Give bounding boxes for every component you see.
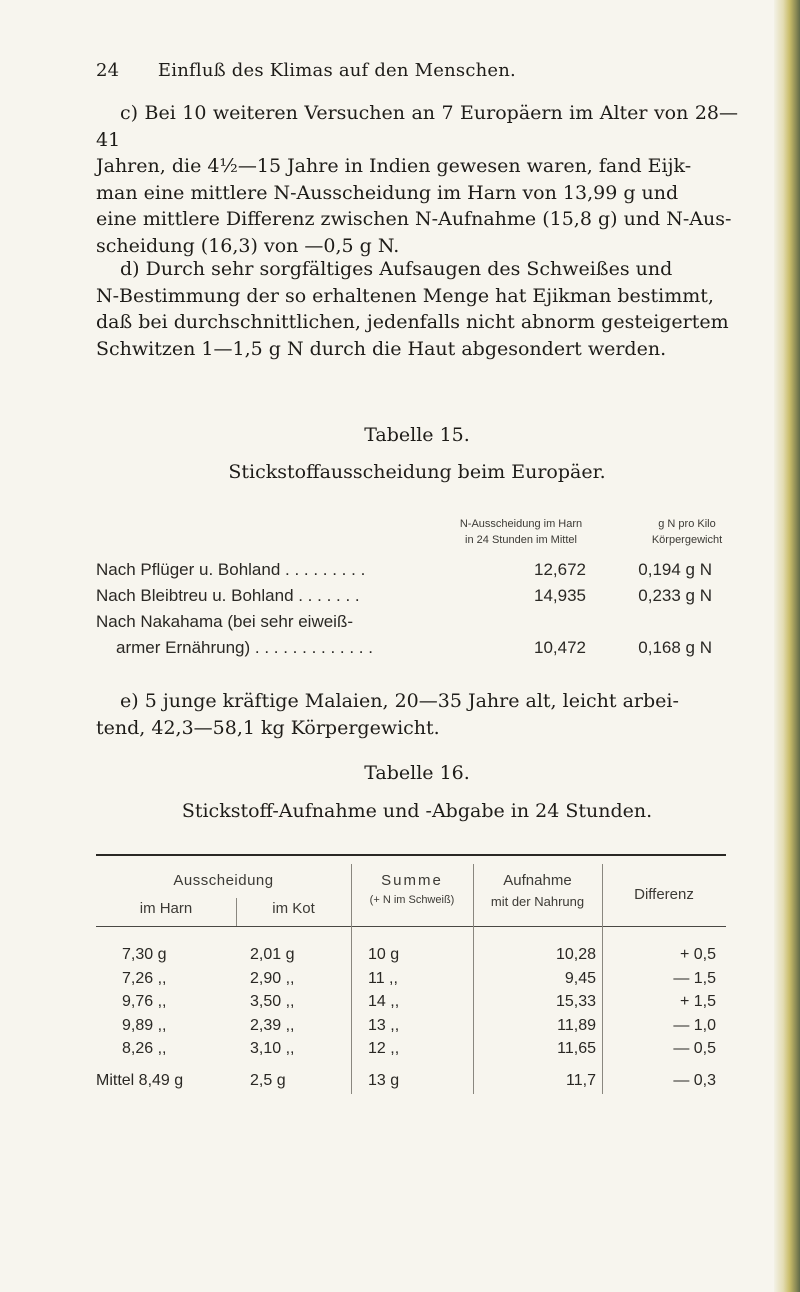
table-header-rule — [96, 926, 726, 927]
differenz-value: — 1,5 — [673, 969, 716, 987]
mittel-kot-value: 2,5 g — [250, 1071, 286, 1089]
aufnahme-value: 10,28 — [555, 946, 596, 963]
paragraph-e — [96, 688, 738, 741]
header-summe-sub: (+ N im Schweiß) — [369, 894, 455, 906]
page-number: 24 — [96, 60, 120, 81]
differenz-value: + 0,5 — [679, 946, 716, 963]
paragraph-line: scheidung (16,3) von —0,5 g N. — [96, 234, 400, 257]
header-summe: Summe — [381, 872, 443, 889]
header-line: N-Ausscheidung im Harn — [459, 518, 583, 530]
harn-value: 9,89 ,, — [122, 1016, 167, 1034]
row-label: armer Ernährung) . . . . . . . . . . . . . — [116, 638, 373, 657]
summe-value: 13 ,, — [368, 1016, 400, 1034]
paragraph-line: man eine mittlere N-Ausscheidung im Harn von 13,99 g und — [96, 181, 679, 204]
paragraph-line: daß bei durchschnittlichen, jedenfalls nicht abnorm gesteigertem — [96, 311, 729, 333]
aufnahme-value: 11,65 — [557, 1040, 596, 1057]
kot-value: 2,90 ,, — [250, 969, 295, 987]
summe-value: 10 g — [368, 946, 400, 963]
table-row — [96, 638, 738, 662]
row-label: Nach Pflüger u. Bohland . . . . . . . . . — [96, 560, 366, 579]
n-excretion-value: 12,672 — [534, 560, 586, 579]
harn-value: 9,76 ,, — [122, 993, 167, 1010]
table-row — [96, 560, 738, 584]
table-15-col1-header — [426, 516, 616, 548]
n-excretion-value: 14,935 — [534, 586, 586, 605]
harn-value: 8,26 ,, — [122, 1040, 167, 1057]
differenz-value: + 1,5 — [679, 993, 716, 1010]
table-top-rule — [96, 854, 726, 856]
aufnahme-value: 9,45 — [564, 969, 596, 987]
mittel-summe-value: 13 g — [368, 1071, 400, 1089]
paragraph-line: d) Durch sehr sorgfältiges Aufsaugen des Schweißes und — [120, 258, 673, 280]
harn-value: 7,30 g — [122, 946, 167, 963]
header-differenz: Differenz — [634, 886, 694, 903]
group-header-ausscheidung: Ausscheidung — [173, 872, 274, 889]
n-excretion-value: 10,472 — [534, 638, 586, 657]
kot-value: 2,01 g — [250, 946, 295, 963]
header-aufnahme-sub: mit der Nahrung — [490, 894, 585, 909]
header-line: Körpergewicht — [651, 534, 723, 546]
paragraph-line: e) 5 junge kräftige Malaien, 20—35 Jahre alt, leicht arbei- — [120, 690, 679, 712]
paragraph-line: tend, 42,3—58,1 kg Körpergewicht. — [96, 716, 440, 739]
table-15-col2-header — [636, 516, 738, 548]
mittel-differenz-value: — 0,3 — [673, 1071, 716, 1089]
table-row — [96, 612, 738, 636]
page-header — [96, 60, 516, 81]
header-aufnahme: Aufnahme — [503, 872, 572, 889]
aufnahme-value: 11,89 — [557, 1016, 596, 1034]
row-label: Nach Nakahama (bei sehr eiweiß- — [96, 612, 353, 631]
table-15-subcaption: Stickstoffausscheidung beim Europäer. — [228, 461, 606, 483]
table-15-caption: Tabelle 15. — [364, 424, 470, 446]
aufnahme-value: 15,33 — [555, 993, 596, 1010]
header-line: in 24 Stunden im Mittel — [465, 534, 577, 546]
book-spine-edge — [774, 0, 800, 1292]
mittel-aufnahme-value: 11,7 — [566, 1071, 596, 1089]
paragraph-line: c) Bei 10 weiteren Versuchen an 7 Europäern im Alter von 28—41 — [96, 102, 738, 151]
kot-value: 2,39 ,, — [250, 1016, 295, 1034]
mittel-harn-value: Mittel 8,49 g — [96, 1071, 184, 1089]
kot-value: 3,10 ,, — [250, 1040, 295, 1057]
paragraph-line: Schwitzen 1—1,5 g N durch die Haut abgesondert werden. — [96, 337, 667, 360]
paragraph-line: Jahren, die 4½—15 Jahre in Indien gewesen waren, fand Eijk- — [96, 155, 692, 177]
header-line: g N pro Kilo — [658, 518, 716, 530]
table-16-subcaption: Stickstoff-Aufnahme und -Abgabe in 24 Stunden. — [181, 800, 653, 822]
n-per-kilo-value: 0,194 g N — [638, 560, 712, 579]
harn-value: 7,26 ,, — [122, 969, 167, 987]
header-harn: im Harn — [139, 900, 193, 917]
paragraph-d — [96, 256, 738, 362]
paragraph-c — [96, 100, 738, 259]
header-kot: im Kot — [272, 900, 315, 917]
n-per-kilo-value: 0,233 g N — [638, 586, 712, 605]
differenz-value: — 0,5 — [673, 1040, 716, 1057]
table-16-caption: Tabelle 16. — [364, 762, 470, 784]
n-per-kilo-value: 0,168 g N — [638, 638, 712, 657]
running-title: Einfluß des Klimas auf den Menschen. — [157, 60, 516, 81]
summe-value: 14 ,, — [368, 993, 400, 1010]
differenz-value: — 1,0 — [673, 1016, 716, 1034]
summe-value: 12 ,, — [368, 1040, 400, 1057]
table-row — [96, 586, 738, 610]
kot-value: 3,50 ,, — [250, 993, 295, 1010]
paragraph-line: N-Bestimmung der so erhaltenen Menge hat Ejikman bestimmt, — [96, 284, 714, 307]
paragraph-line: eine mittlere Differenz zwischen N-Aufnahme (15,8 g) und N-Aus- — [96, 208, 732, 230]
row-label: Nach Bleibtreu u. Bohland . . . . . . . — [96, 586, 360, 605]
summe-value: 11 ,, — [368, 969, 398, 987]
